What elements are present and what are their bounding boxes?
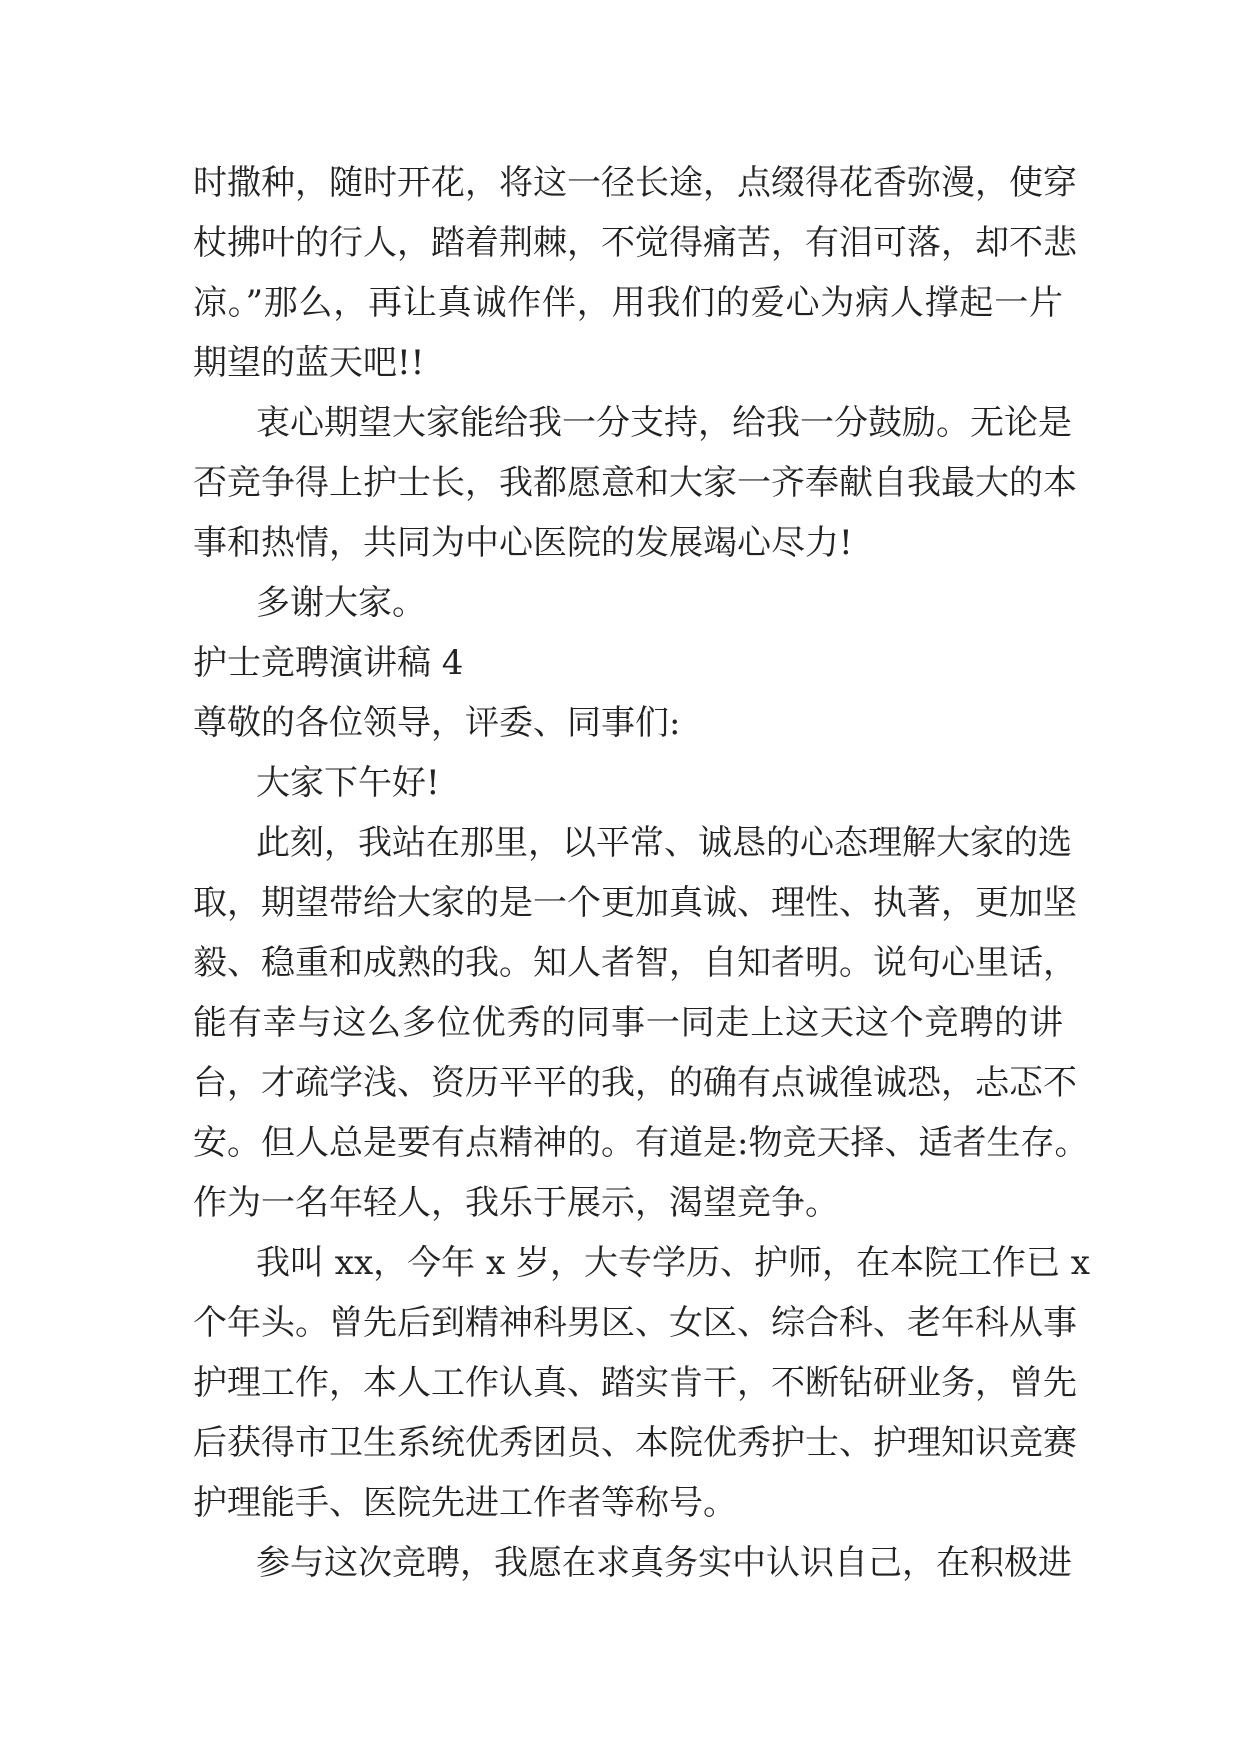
text-line: 杖拂叶的行人，踏着荆棘，不觉得痛苦，有泪可落，却不悲	[193, 223, 1077, 263]
text-line: 台，才疏学浅、资历平平的我，的确有点诚徨诚恐，忐忑不	[193, 1063, 1077, 1103]
paragraph-first-line: 此刻，我站在那里，以平常、诚恳的心态理解大家的选	[256, 823, 1072, 863]
paragraph-first-line: 多谢大家。	[256, 583, 426, 623]
text-line: 取，期望带给大家的是一个更加真诚、理性、执著，更加坚	[193, 883, 1077, 923]
text-line: 后获得市卫生系统优秀团员、本院优秀护士、护理知识竞赛	[193, 1423, 1077, 1463]
paragraph-first-line: 我叫 xx，今年 x 岁，大专学历、护师，在本院工作已 x	[256, 1243, 1090, 1283]
text-line: 个年头。曾先后到精神科男区、女区、综合科、老年科从事	[193, 1303, 1077, 1343]
text-line: 事和热情，共同为中心医院的发展竭心尽力!	[193, 523, 853, 563]
text-line: 凉。”那么，再让真诚作伴，用我们的爱心为病人撑起一片	[193, 283, 1063, 323]
section-heading: 护士竞聘演讲稿 4	[193, 643, 464, 683]
text-line: 护理能手、医院先进工作者等称号。	[193, 1483, 737, 1523]
text-line: 否竞争得上护士长，我都愿意和大家一齐奉献自我最大的本	[193, 463, 1077, 503]
greeting: 大家下午好!	[256, 763, 440, 803]
text-line: 时撒种，随时开花，将这一径长途，点缀得花香弥漫，使穿	[193, 163, 1077, 203]
paragraph-first-line: 衷心期望大家能给我一分支持，给我一分鼓励。无论是	[256, 403, 1072, 443]
text-line: 能有幸与这么多位优秀的同事一同走上这天这个竞聘的讲	[193, 1003, 1063, 1043]
text-line: 期望的蓝天吧!!	[193, 343, 425, 383]
salutation: 尊敬的各位领导，评委、同事们:	[193, 703, 681, 743]
paragraph-first-line: 参与这次竞聘，我愿在求真务实中认识自己，在积极进	[256, 1543, 1072, 1583]
text-line: 作为一名年轻人，我乐于展示，渴望竞争。	[193, 1183, 839, 1223]
text-line: 毅、稳重和成熟的我。知人者智，自知者明。说句心里话，	[193, 943, 1077, 983]
text-line: 安。但人总是要有点精神的。有道是:物竞天择、适者生存。	[193, 1123, 1089, 1163]
text-line: 护理工作，本人工作认真、踏实肯干，不断钻研业务，曾先	[193, 1363, 1077, 1403]
